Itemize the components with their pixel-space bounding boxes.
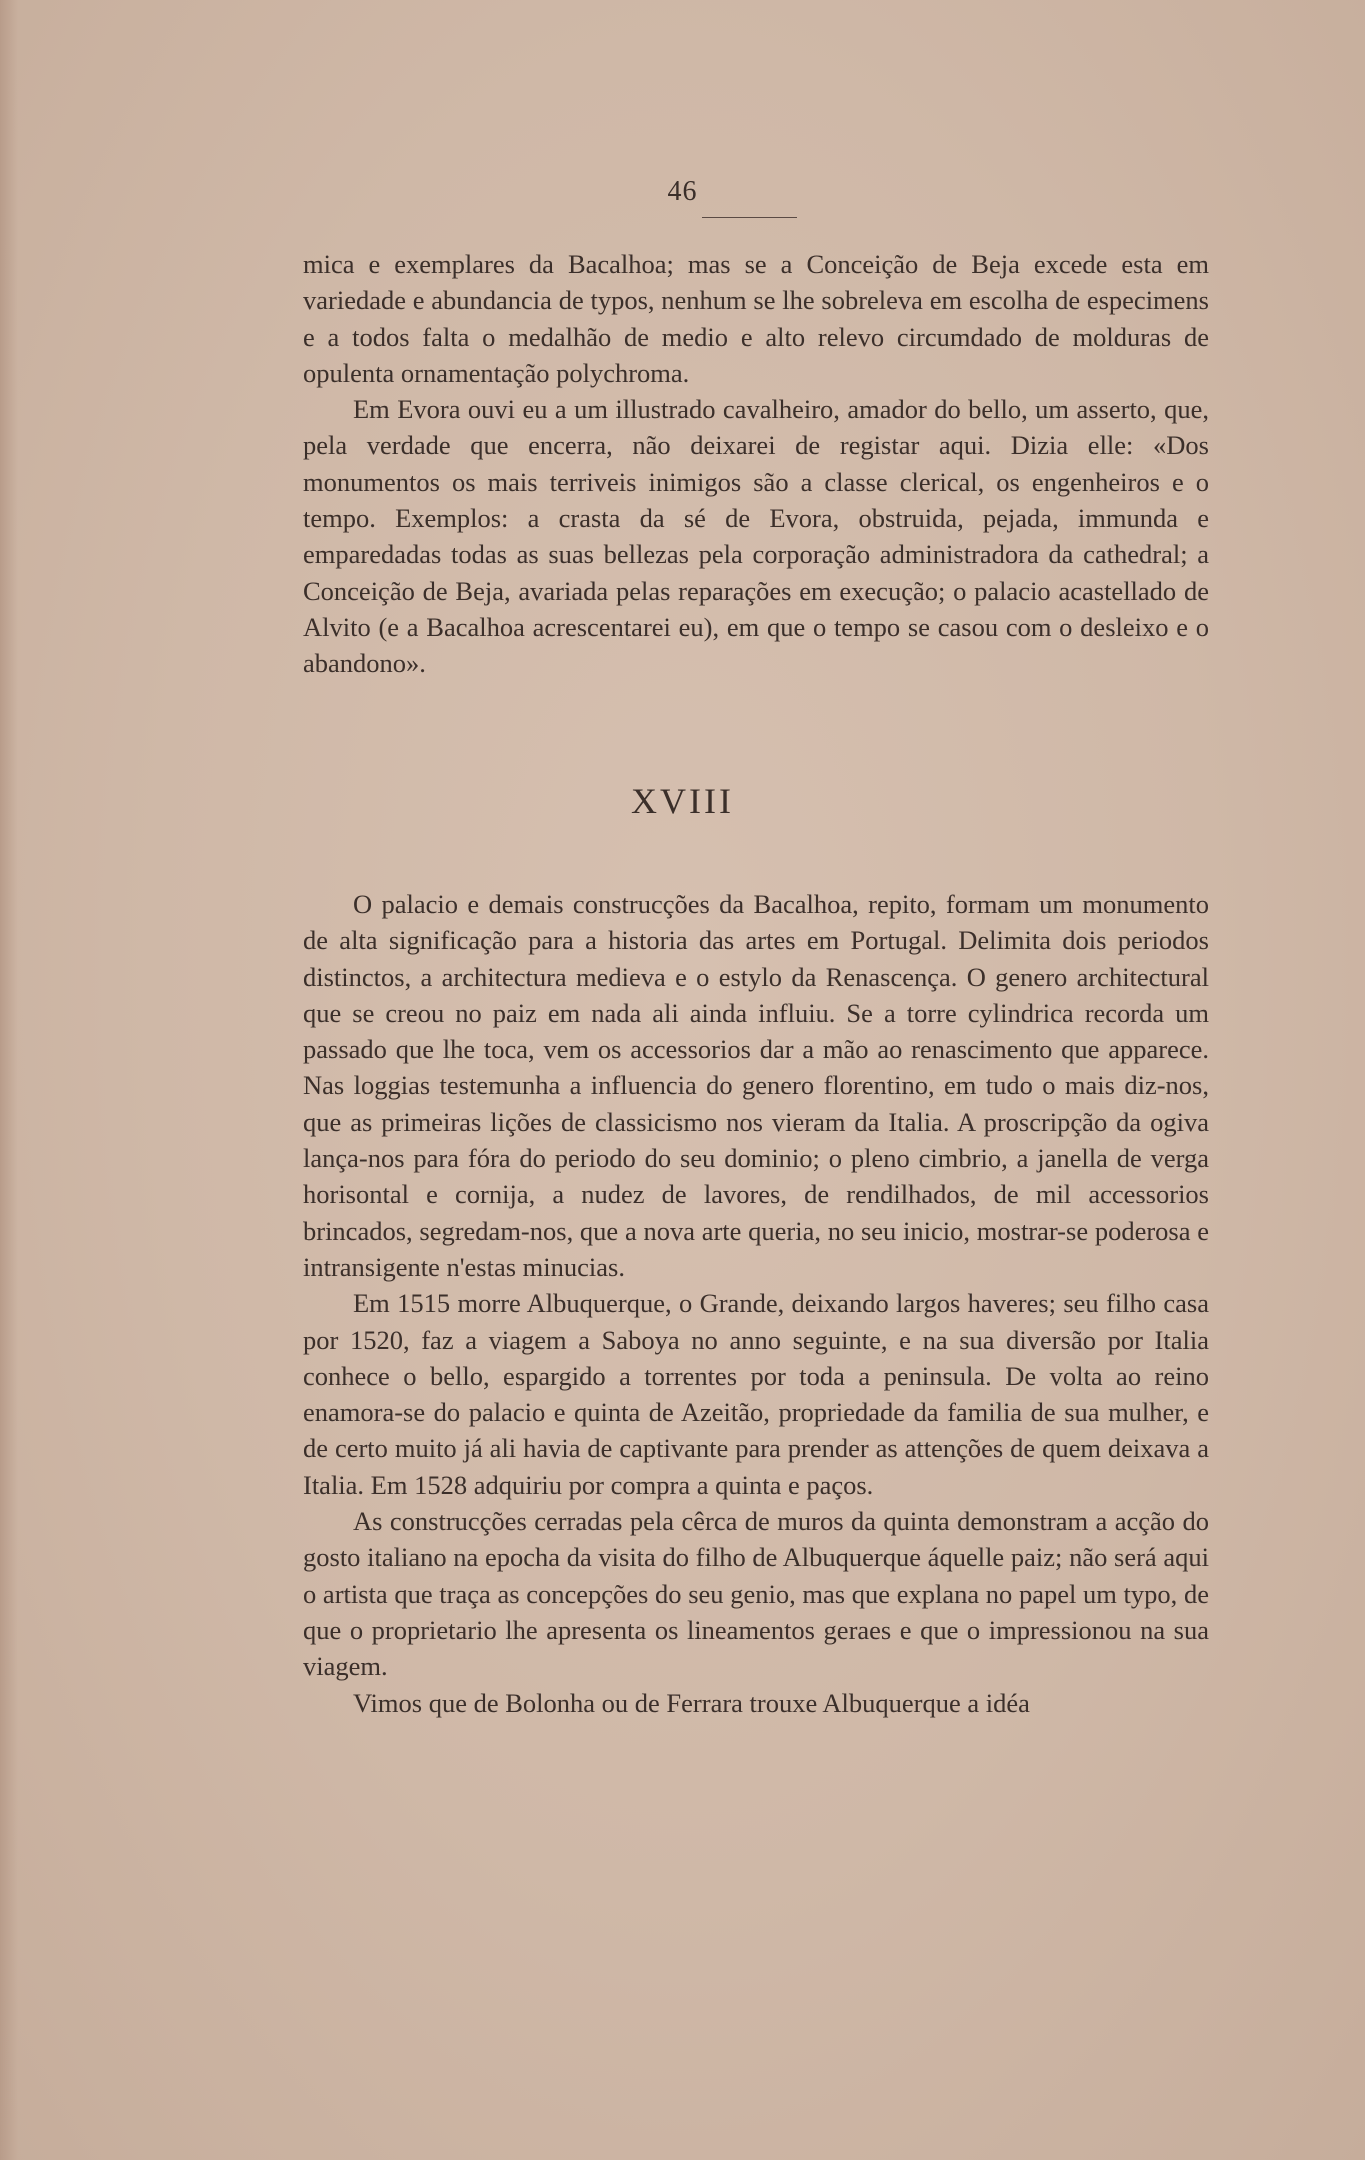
- paragraph: Em 1515 morre Albuquerque, o Grande, deixando largos haveres; seu filho casa por 1520, faz a viagem a Saboya no anno seguinte, e na sua diversão por Italia conhece o bello, espargido a torrentes por toda a peninsula. De volta ao reino enamora-se do palacio e quinta de Azeitão, propriedade da familia de sua mulher, e de certo muito já ali havia de captivante para prender as attenções de quem deixava a Italia. Em 1528 adquiriu por compra a quinta e paços.: [303, 1288, 1209, 1500]
- section-heading: XVIII: [631, 781, 734, 821]
- text-block-top: [303, 246, 1209, 682]
- header-rule: [702, 217, 797, 218]
- page-number: 46: [667, 176, 698, 207]
- paragraph: mica e exemplares da Bacalhoa; mas se a Conceição de Beja excede esta em variedade e abundancia de typos, nenhum se lhe sobreleva em escolha de especimens e a todos falta o medalhão de medio e alto relevo circumdado de molduras de opulenta ornamentação polychroma.: [303, 249, 1209, 388]
- page-binding-edge: [0, 0, 18, 2160]
- text-block-bottom: [303, 886, 1209, 1721]
- paragraph: O palacio e demais construcções da Bacalhoa, repito, formam um monumento de alta significação para a historia das artes em Portugal. Delimita dois periodos distinctos, a architectura medieva e o estylo da Renascença. O genero architectural que se creou no paiz em nada ali ainda influiu. Se a torre cylindrica recorda um passado que lhe toca, vem os accessorios dar a mão ao renascimento que apparece. Nas loggias testemunha a influencia do genero florentino, em tudo o mais diz-nos, que as primeiras lições de classicismo nos vieram da Italia. A proscripção da ogiva lança-nos para fóra do periodo do seu dominio; o pleno cimbrio, a janella de verga horisontal e cornija, a nudez de lavores, de rendilhados, de mil accessorios brincados, segredam-nos, que a nova arte queria, no seu inicio, mostrar-se poderosa e intransigente n'estas minucias.: [303, 889, 1209, 1282]
- paragraph: As construcções cerradas pela cêrca de muros da quinta demonstram a acção do gosto italiano na epocha da visita do filho de Albuquerque áquelle paiz; não será aqui o artista que traça as concepções do seu genio, mas que explana no papel um typo, de que o proprietario lhe apresenta os lineamentos geraes e que o impressionou na sua viagem.: [303, 1506, 1209, 1682]
- paragraph: Em Evora ouvi eu a um illustrado cavalheiro, amador do bello, um asserto, que, pela verdade que encerra, não deixarei de registar aqui. Dizia elle: «Dos monumentos os mais terriveis inimigos são a classe clerical, os engenheiros e o tempo. Exemplos: a crasta da sé de Evora, obstruida, pejada, immunda e emparedadas todas as suas bellezas pela corporação administradora da cathedral; a Conceição de Beja, avariada pelas reparações em execução; o palacio acastellado de Alvito (e a Bacalhoa acrescentarei eu), em que o tempo se casou com o desleixo e o abandono».: [303, 394, 1209, 679]
- paragraph: Vimos que de Bolonha ou de Ferrara trouxe Albuquerque a idéa: [353, 1687, 1030, 1718]
